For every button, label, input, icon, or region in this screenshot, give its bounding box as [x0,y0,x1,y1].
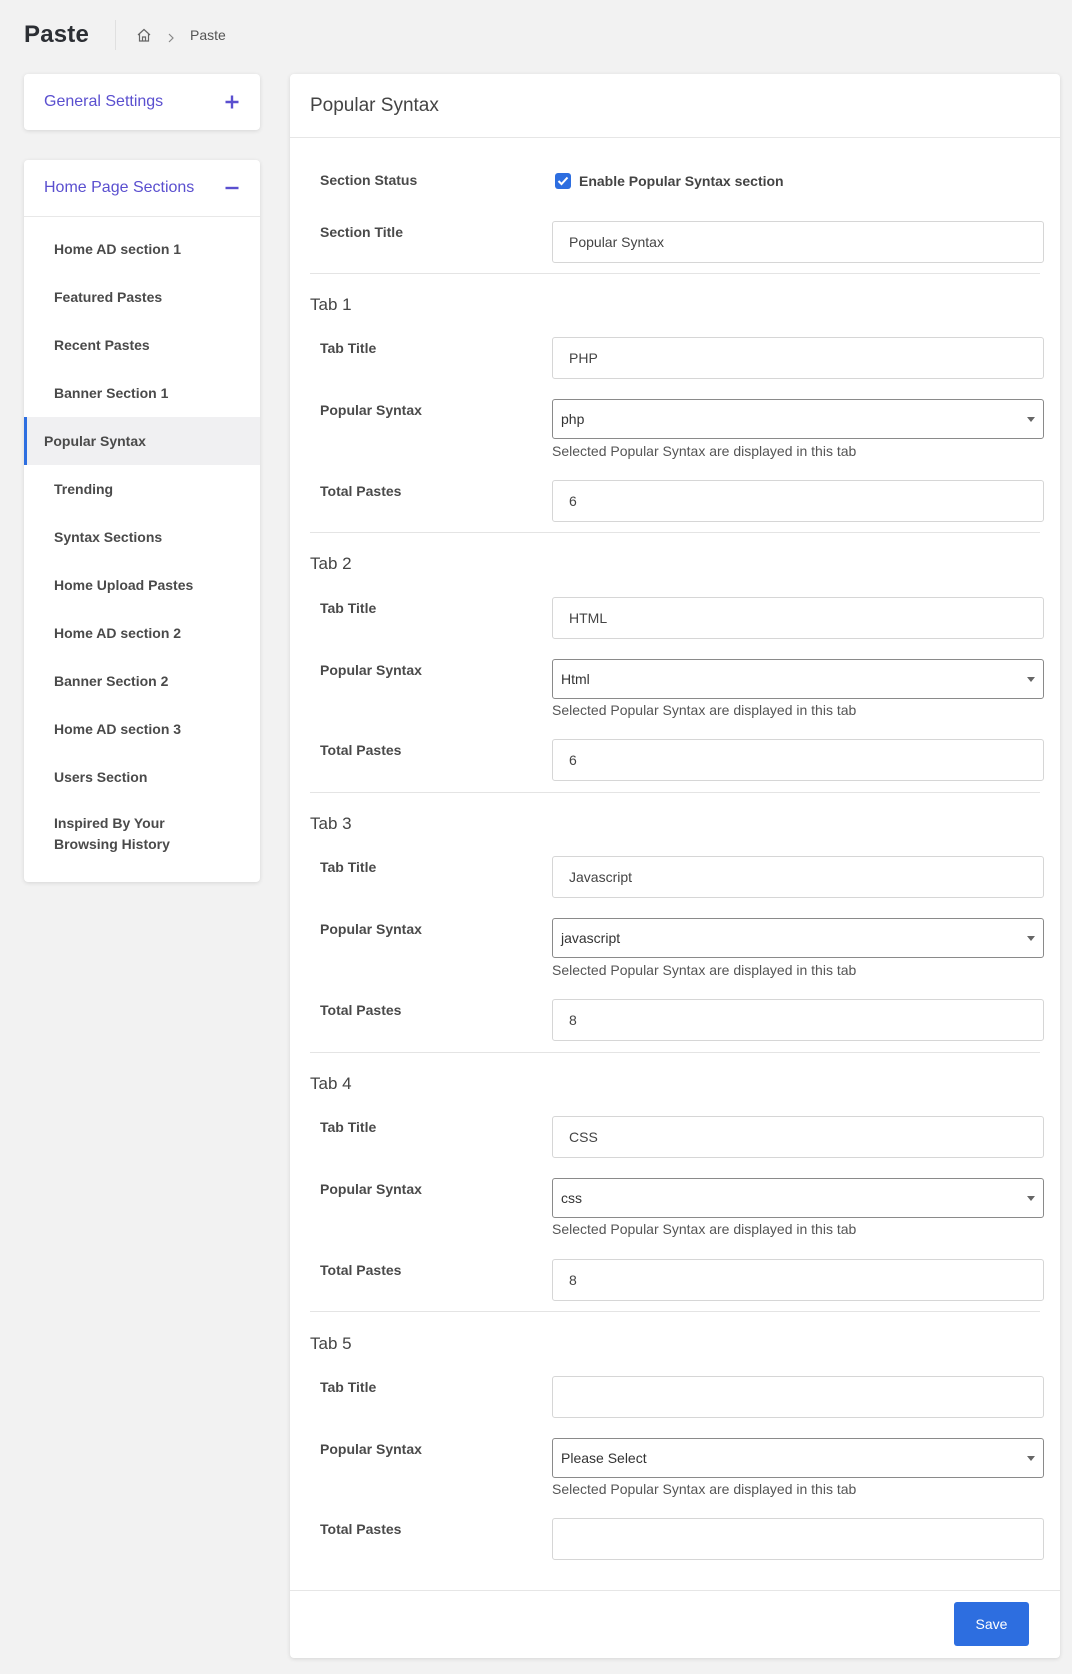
section-status-label: Section Status [320,172,418,188]
tab-4-total-label: Total Pastes [320,1262,402,1278]
breadcrumb [136,27,226,43]
tab-1-syntax-value: php [561,411,585,427]
sidebar-item-home-ad-2[interactable]: Home AD section 2 [54,625,182,641]
tab-4-syntax-label: Popular Syntax [320,1181,422,1197]
tab-3-syntax-value: javascript [561,930,621,946]
dropdown-caret-icon [1027,1456,1035,1461]
tab-5-syntax-value: Please Select [561,1450,647,1466]
header-divider [115,20,116,50]
tab-3-syntax-select[interactable] [552,918,1044,958]
tab-4-heading: Tab 4 [310,1074,352,1093]
tab-1-total-input[interactable]: 6 [552,480,1044,522]
divider [310,532,1040,533]
enable-section-label[interactable]: Enable Popular Syntax section [579,173,784,189]
sidebar-item-banner-1[interactable]: Banner Section 1 [54,385,169,401]
tab-4-total-input[interactable]: 8 [552,1259,1044,1301]
card-title: Popular Syntax [310,94,439,116]
tab-3-title-input[interactable]: Javascript [552,856,1044,898]
home-sections-list [24,217,260,865]
chevron-right-icon [166,30,176,40]
tab-4-title-label: Tab Title [320,1119,377,1135]
home-icon[interactable] [136,27,152,43]
home-sections-label: Home Page Sections [44,179,195,196]
tab-4-help-text: Selected Popular Syntax are displayed in this tab [552,1221,857,1237]
general-settings-label: General Settings [44,93,164,110]
plus-icon[interactable] [224,94,240,110]
tab-2-total-label: Total Pastes [320,742,402,758]
tab-3-heading: Tab 3 [310,814,352,833]
tab-5-title-input[interactable] [552,1376,1044,1418]
tab-2-syntax-label: Popular Syntax [320,662,422,678]
tab-1-title-label: Tab Title [320,340,377,356]
tab-3-help-text: Selected Popular Syntax are displayed in this tab [552,962,857,978]
tab-1-syntax-label: Popular Syntax [320,402,422,418]
tab-3-total-label: Total Pastes [320,1002,402,1018]
dropdown-caret-icon [1027,677,1035,682]
section-title-label: Section Title [320,224,403,240]
tab-2-help-text: Selected Popular Syntax are displayed in this tab [552,702,857,718]
save-button[interactable]: Save [954,1602,1029,1646]
tab-1-title-input[interactable]: PHP [552,337,1044,379]
tab-4-syntax-select[interactable] [552,1178,1044,1218]
home-sections-header[interactable] [24,160,260,217]
general-settings-card [24,74,260,130]
popular-syntax-card [290,74,1060,1658]
tab-2-syntax-value: Html [561,671,590,687]
tab-5-syntax-label: Popular Syntax [320,1441,422,1457]
card-footer-divider [290,1590,1060,1591]
divider [310,792,1040,793]
tab-2-total-input[interactable]: 6 [552,739,1044,781]
sidebar-item-home-ad-3[interactable]: Home AD section 3 [54,721,182,737]
tab-5-total-label: Total Pastes [320,1521,402,1537]
sidebar-item-home-upload-pastes[interactable]: Home Upload Pastes [54,577,194,593]
tab-5-syntax-select[interactable] [552,1438,1044,1478]
sidebar-item-banner-2[interactable]: Banner Section 2 [54,673,169,689]
sidebar-item-trending[interactable]: Trending [54,481,114,497]
sidebar-item-home-ad-1[interactable]: Home AD section 1 [54,241,182,257]
section-title-input[interactable]: Popular Syntax [552,221,1044,263]
minus-icon[interactable] [224,180,240,196]
sidebar-item-recent-pastes[interactable]: Recent Pastes [54,337,150,353]
general-settings-header[interactable] [24,74,260,130]
tab-4-syntax-value: css [561,1190,582,1206]
page-title: Paste [24,21,90,48]
tab-3-title-label: Tab Title [320,859,377,875]
tab-1-total-label: Total Pastes [320,483,402,499]
home-sections-card [24,160,260,882]
tab-5-title-label: Tab Title [320,1379,377,1395]
divider [310,273,1040,274]
enable-section-checkbox[interactable] [555,173,571,189]
tab-5-heading: Tab 5 [310,1334,352,1353]
card-header [290,74,1060,138]
sidebar-item-syntax-sections[interactable]: Syntax Sections [54,529,163,545]
tab-3-total-input[interactable]: 8 [552,999,1044,1041]
divider [310,1052,1040,1053]
tab-2-title-label: Tab Title [320,600,377,616]
divider [310,1311,1040,1312]
sidebar-item-inspired-history[interactable]: Inspired By Your Browsing History [54,815,170,852]
dropdown-caret-icon [1027,1196,1035,1201]
tab-1-syntax-select[interactable] [552,399,1044,439]
sidebar-item-users-section[interactable]: Users Section [54,769,148,785]
dropdown-caret-icon [1027,936,1035,941]
dropdown-caret-icon [1027,417,1035,422]
sidebar-item-popular-syntax[interactable]: Popular Syntax [24,417,260,465]
tab-5-total-input[interactable] [552,1518,1044,1560]
tab-4-title-input[interactable]: CSS [552,1116,1044,1158]
tab-5-help-text: Selected Popular Syntax are displayed in this tab [552,1481,857,1497]
page-header [24,18,226,52]
tab-2-title-input[interactable]: HTML [552,597,1044,639]
tab-2-syntax-select[interactable] [552,659,1044,699]
breadcrumb-current: Paste [190,27,226,43]
tab-2-heading: Tab 2 [310,554,352,573]
tab-1-help-text: Selected Popular Syntax are displayed in this tab [552,443,857,459]
tab-3-syntax-label: Popular Syntax [320,921,422,937]
tab-1-heading: Tab 1 [310,295,352,314]
sidebar-item-featured-pastes[interactable]: Featured Pastes [54,289,163,305]
